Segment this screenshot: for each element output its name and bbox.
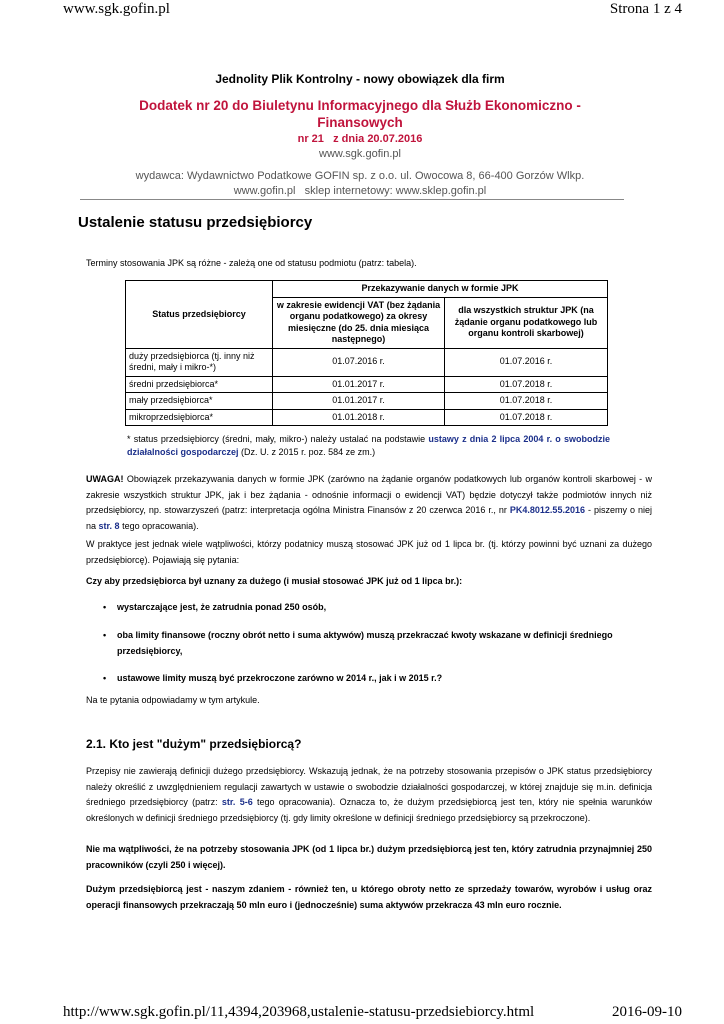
bullet-list — [100, 599, 652, 615]
page-8-link[interactable]: str. 8 — [98, 520, 120, 531]
bullet-list — [100, 627, 652, 659]
masthead — [78, 72, 642, 199]
warning-mid: - piszemy o niej na — [86, 505, 652, 531]
issue-number: nr 21 — [297, 133, 324, 145]
footer-date: 2016-09-10 — [612, 1004, 682, 1020]
masthead-issue — [78, 132, 642, 147]
bullet-list — [100, 670, 652, 686]
browser-print-header — [0, 0, 724, 20]
table-cell-all: 01.07.2016 r. — [445, 348, 608, 376]
table-cell-status: duży przedsiębiorca (tj. inny niż średni, mały i mikro-*) — [126, 348, 273, 376]
turnover-paragraph: Dużym przedsiębiorcą jest - naszym zdaniem - również ten, u którego obroty netto ze sprzedaży towarów, wyrobów i usług oraz operacji finansowych przekraczają 50 mln euro i (jednocześnie) suma aktywów przekracza 43 mln euro rocznie. — [86, 884, 652, 910]
table-cell-vat: 01.01.2017 r. — [273, 376, 445, 393]
table-header-vat: w zakresie ewidencji VAT (bez żądania organu podatkowego) za okresy miesięczne (do 25. dnia miesiąca następnego) — [273, 297, 445, 348]
table-cell-all: 01.07.2018 r. — [445, 409, 608, 426]
footnote-text: * status przedsiębiorcy (średni, mały, mikro-) należy ustalać na podstawie — [127, 434, 426, 444]
definition-suffix: tego opracowania). Oznacza to, że dużym przedsiębiorcą jest ten, który nie spełnia warunków określonych w definicji średniego przedsiębiorcy (tj. gdy limity określone w definicji średniego przedsiębiorcy są przekroczone). — [86, 797, 652, 823]
table-header-status: Status przedsiębiorcy — [126, 281, 273, 349]
intro-paragraph: Terminy stosowania JPK są różne - zależą one od statusu podmiotu (patrz: tabela). — [86, 258, 417, 268]
header-page-number: Strona 1 z 4 — [609, 1, 682, 17]
warning-label: UWAGA! — [86, 474, 124, 484]
doubt-paragraph: W praktyce jest jednak wiele wątpliwości, którzy podatnicy muszą stosować JPK już od 1 lipca br. (tj. którzy powinni być uznani za dużego przedsiębiorcę). Pojawiają się pytania: — [86, 539, 652, 565]
subsection-title: 2.1. Kto jest "dużym" przedsiębiorcą? — [86, 737, 302, 751]
list-item: • ustawowe limity muszą być przekroczone zarówno w 2014 r., jak i w 2015 r.? — [100, 670, 652, 686]
employment-paragraph: Nie ma wątpliwości, że na potrzeby stosowania JPK (od 1 lipca br.) dużym przedsiębiorcą jest ten, który zatrudnia przynajmniej 250 pracowników (czyli 250 i więcej). — [86, 844, 652, 870]
masthead-publisher: wydawca: Wydawnictwo Podatkowe GOFIN sp. z o.o. ul. Owocowa 8, 66-400 Gorzów Wlkp. — [135, 170, 585, 182]
table-header-group: Przekazywanie danych w formie JPK — [273, 281, 608, 298]
table-cell-status: średni przedsiębiorca* — [126, 376, 273, 393]
table-cell-vat: 01.01.2018 r. — [273, 409, 445, 426]
table-cell-status: mały przedsiębiorca* — [126, 393, 273, 410]
table-footnote — [127, 433, 610, 458]
warning-paragraph — [86, 472, 652, 534]
interpretation-link[interactable]: PK4.8012.55.2016 — [509, 505, 585, 515]
warning-suffix: tego opracowania). — [122, 520, 199, 531]
jpk-deadlines-table — [125, 280, 608, 426]
masthead-title: Dodatek nr 20 do Biuletynu Informacyjnego dla Służb Ekonomiczno - Finansowych — [139, 98, 581, 130]
table-row — [126, 348, 608, 376]
masthead-divider — [80, 199, 624, 200]
question-paragraph: Czy aby przedsiębiorca był uznany za dużego (i musiał stosować JPK już od 1 lipca br.): — [86, 576, 463, 586]
definition-paragraph — [86, 764, 652, 826]
list-item: • wystarczające jest, że zatrudnia ponad 250 osób, — [100, 599, 652, 615]
list-item: • oba limity finansowe (roczny obrót netto i suma aktywów) muszą przekraczać kwoty wskazane w definicji średniego przedsiębiorcy, — [100, 627, 652, 659]
table-row — [126, 393, 608, 410]
masthead-kicker: Jednolity Plik Kontrolny - nowy obowiązek dla firm — [215, 72, 505, 86]
table-row — [126, 409, 608, 426]
warning-text: Obowiązek przekazywania danych w formie JPK (zarówno na żądanie organów podatkowych lub organów kontroli skarbowej - w zakresie wszystkich struktur JPK, jak i bez żądania - odnośnie informacji o ewidencji VAT) będzie dotyczył także podmiotów innych niż przedsiębiorcy, np. stowarzyszeń (patrz: interpretacja ogólna Ministra Finansów z 20 czerwca 2016 r., nr — [86, 474, 652, 515]
table-cell-all: 01.07.2018 r. — [445, 393, 608, 410]
browser-print-footer — [0, 1003, 724, 1023]
issue-date: z dnia 20.07.2016 — [333, 133, 423, 145]
table-row — [126, 376, 608, 393]
definition-text: Przepisy nie zawierają definicji dużego przedsiębiorcy. Wskazują jednak, że na potrzeby stosowania przepisów o JPK status przedsiębiorcy należy określić z uwzględnieniem regulacji zawartych w ustawie o swobodzie działalności gospodarczej, w której znajduje się m.in. definicja średniego przedsiębiorcy (patrz: — [86, 766, 652, 807]
masthead-links[interactable]: www.gofin.pl sklep internetowy: www.sklep.gofin.pl — [233, 185, 487, 197]
table-cell-all: 01.07.2018 r. — [445, 376, 608, 393]
footnote-suffix: (Dz. U. z 2015 r. poz. 584 ze zm.) — [241, 446, 376, 457]
act-link[interactable]: ustawy z dnia 2 lipca 2004 r. o swobodzie działalności gospodarczej — [127, 434, 610, 457]
header-url: www.sgk.gofin.pl — [63, 1, 170, 17]
page-5-6-link[interactable]: str. 5-6 — [221, 797, 253, 807]
answer-paragraph: Na te pytania odpowiadamy w tym artykule. — [86, 695, 260, 705]
table-cell-vat: 01.07.2016 r. — [273, 348, 445, 376]
footer-url: http://www.sgk.gofin.pl/11,4394,203968,ustalenie-statusu-przedsiebiorcy.html — [63, 1004, 535, 1020]
table-cell-status: mikroprzedsiębiorca* — [126, 409, 273, 426]
section-title: Ustalenie statusu przedsiębiorcy — [78, 214, 313, 231]
table-cell-vat: 01.01.2017 r. — [273, 393, 445, 410]
masthead-site[interactable]: www.sgk.gofin.pl — [319, 148, 401, 160]
table-header-all: dla wszystkich struktur JPK (na żądanie organu podatkowego lub organu kontroli skarbowej) — [445, 297, 608, 348]
